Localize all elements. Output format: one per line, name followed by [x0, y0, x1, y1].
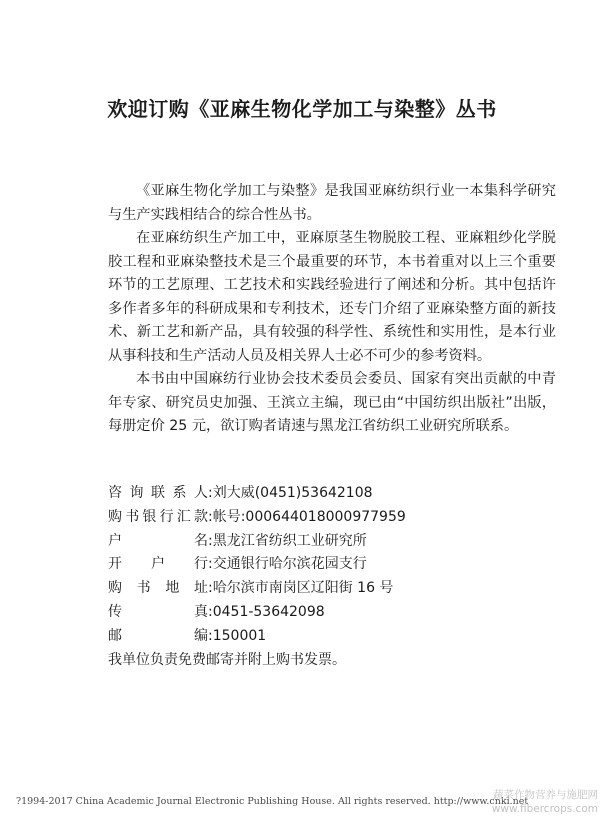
contact-colon: :	[208, 580, 213, 597]
contact-label-char: 户	[108, 532, 122, 549]
contact-label-char: 咨	[108, 485, 122, 501]
contact-label-char: 汇	[176, 508, 191, 525]
contact-label-char: 银	[142, 508, 157, 525]
page-title: 欢迎订购《亚麻生物化学加工与染整》丛书	[107, 97, 497, 121]
copyright-footer: ?1994-2017 China Academic Journal Electronic Publishing House. All rights reserved. http://www.cnki.net	[16, 796, 529, 807]
contact-row-bank	[108, 506, 556, 530]
contact-label-char: 款	[193, 508, 208, 525]
contact-label-char: 名	[194, 532, 208, 549]
contact-colon: :	[208, 556, 213, 573]
contact-info	[108, 482, 556, 672]
contact-colon: :	[208, 627, 213, 644]
contact-label	[108, 625, 208, 649]
contact-value: 黑龙江省纺织工业研究所	[212, 532, 367, 549]
contact-row-postcode	[108, 625, 556, 649]
contact-label-char: 书	[136, 580, 151, 597]
site-watermark	[492, 788, 598, 816]
contact-label	[108, 553, 208, 577]
watermark-line: 蔬菜作物营养与施肥网	[493, 789, 598, 801]
contact-row-address	[108, 577, 556, 601]
contact-row-person	[108, 482, 556, 506]
paragraph: 在亚麻纺织生产加工中，亚麻原茎生物脱胶工程、亚麻粗纱化学脱胶工程和亚麻染整技术是三个最重要的环节，本书着重对以上三个重要环节的工艺原理、工艺技术和实践经验进行了阐述和分析。其中包括许多作者多年的科研成果和专利技术，还专门介绍了亚麻染整方面的新技术、新工艺和新产品，具有较强的科学性、系统性和实用性，是本行业从事科技和生产活动人员及相关界人士必不可少的参考资料。	[108, 230, 556, 364]
contact-label	[108, 601, 208, 625]
paragraph: 《亚麻生物化学加工与染整》是我国亚麻纺织行业一本集科学研究与生产实践相结合的综合性丛书。	[108, 183, 556, 223]
contact-row-fax	[108, 601, 556, 625]
contact-value: 哈尔滨市南岗区辽阳街 16 号	[212, 580, 394, 597]
contact-label	[108, 577, 208, 601]
contact-label-char: 联	[151, 485, 165, 501]
contact-label-char: 户	[151, 556, 165, 573]
contact-label-char: 开	[108, 556, 122, 573]
invoice-note: 我单位负责免费邮寄并附上购书发票。	[108, 651, 346, 668]
contact-colon: :	[208, 532, 213, 549]
contact-label-char: 人	[194, 485, 208, 501]
contact-label-char: 真	[194, 603, 208, 620]
contact-value: 帐号:000644018000977959	[212, 508, 406, 525]
contact-label-char: 地	[165, 580, 180, 597]
contact-value: 0451-53642098	[212, 603, 325, 620]
contact-row-bank-branch	[108, 553, 556, 577]
contact-value: 刘大威(0451)53642108	[212, 485, 373, 501]
article-body	[108, 180, 556, 439]
contact-label	[108, 530, 208, 554]
contact-colon: :	[208, 603, 213, 620]
contact-label-char: 系	[172, 485, 187, 501]
contact-label-char: 行	[194, 556, 208, 573]
contact-label	[108, 506, 208, 530]
contact-label-char: 传	[108, 603, 122, 620]
contact-label-char: 书	[125, 508, 140, 525]
contact-colon: :	[208, 508, 213, 525]
contact-row-account-name	[108, 530, 556, 554]
contact-label-char: 编	[194, 627, 208, 644]
contact-colon: :	[208, 485, 213, 501]
watermark-line: www.fibercrops.com	[491, 803, 598, 815]
contact-label-char: 购	[108, 580, 122, 597]
contact-label-char: 址	[193, 580, 208, 597]
contact-label-char: 邮	[108, 627, 122, 644]
contact-label	[108, 482, 208, 506]
contact-label-char: 行	[159, 508, 174, 525]
paragraph: 本书由中国麻纺行业协会技术委员会委员、国家有突出贡献的中青年专家、研究员史加强、王滨立主编，现已由“中国纺织出版社”出版，每册定价 25 元，欲订购者请速与黑龙江省纺织工业研究所联系。	[108, 371, 556, 434]
contact-label-char: 购	[108, 508, 122, 525]
contact-value: 150001	[212, 627, 267, 644]
contact-label-char: 询	[129, 485, 144, 501]
contact-value: 交通银行哈尔滨花园支行	[212, 556, 367, 573]
